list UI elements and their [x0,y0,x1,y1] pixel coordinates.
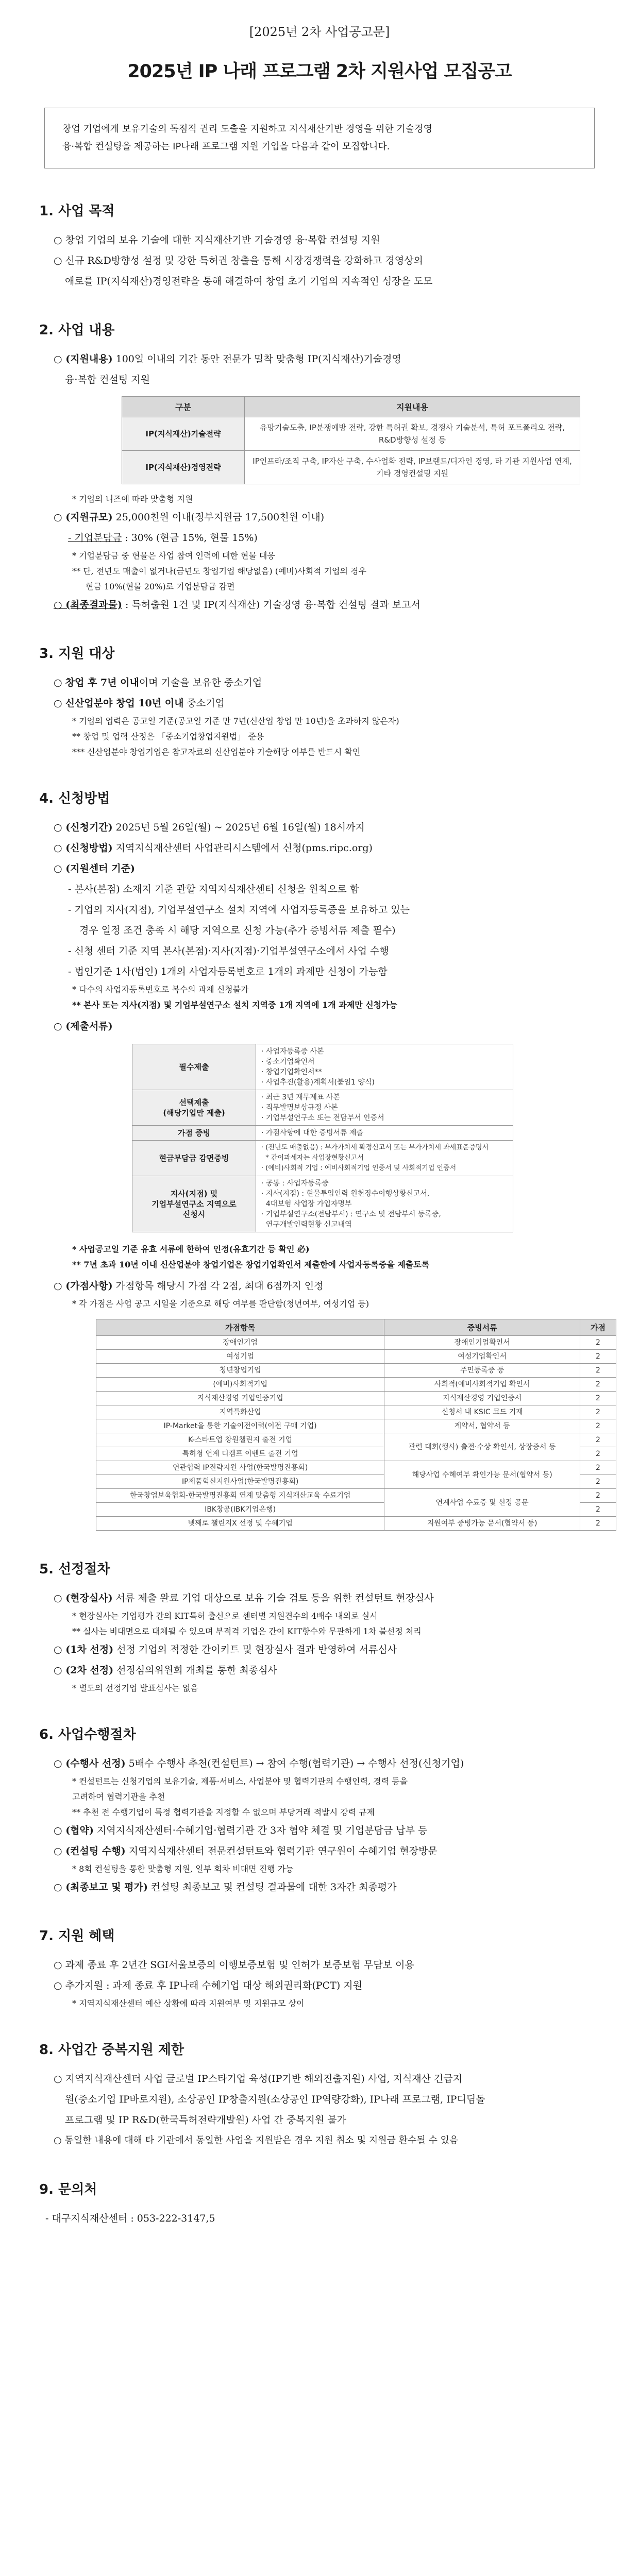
section-restriction [39,2039,600,2151]
consulting [49,1841,600,1861]
text: 서류 제출 완료 기업 대상으로 보유 기술 검토 등을 위한 컨설턴트 현장실사 [112,1592,434,1604]
table-cell: 여성기업 [96,1350,384,1364]
table-cell: 주민등록증 등 [384,1364,580,1378]
table-cell: IBK창공(IBK기업은행) [96,1503,384,1517]
header-label: [2025년 2차 사업공고문] [249,25,390,39]
table-cell: IP(지식재산)경영전략 [122,451,245,484]
table-row [96,1517,616,1531]
target-note: ** 창업 및 업력 산정은 「중소기업창업지원법」 준용 [72,732,264,741]
doc-line: 4대보험 사업장 가입자명부 [261,1200,352,1208]
bonus-points [49,1276,600,1296]
table-row [96,1433,616,1447]
bullet: ○ [54,698,65,709]
final-report [49,1877,600,1897]
doc-line: · (전년도 매출없음) : 부가가치세 확정신고서 또는 부가가치세 과세표준증명서 [261,1144,489,1151]
support-content [49,349,600,369]
label: - 기업분담금 [68,532,122,544]
text: 중소기업 [183,698,225,709]
table-cell: 가점 증빙 [132,1126,256,1141]
target-item [49,672,600,693]
table-cell: 2 [580,1503,616,1517]
table-row [132,1044,513,1090]
section-procedure [39,1724,600,1897]
criteria-item: 경우 일정 조건 충족 시 해당 지역으로 신청 가능(추가 증빙서류 제출 필수) [79,925,396,936]
table-cell: 관련 대회(행사) 출전·수상 확인서, 상장증서 등 [384,1433,580,1461]
benefit-item: ○ 과제 종료 후 2년간 SGI서울보증의 이행보증보험 및 인허가 보증보험 무담보 이용 [54,1959,414,1971]
table-cell: 2 [580,1350,616,1364]
docs-note: * 사업공고일 기준 유효 서류에 한하여 인정(유효기간 등 확인 必) [72,1244,310,1254]
vendor-selection [49,1753,600,1774]
intro-line: 융·복합 컨설팅을 제공하는 IP나래 프로그램 지원 기업을 다음과 같이 모집합니다. [62,141,390,152]
restriction-item: ○ 지역지식재산센터 사업 글로벌 IP스타기업 육성(IP기반 해외진출지원) 사업, 지식재산 긴급지 [54,2073,463,2084]
match-note: ** 추천 전 수행기업이 특정 협력기관을 지정할 수 없으며 부당거래 적발시 강력 규제 [72,1807,375,1817]
target-item [49,693,600,714]
section-content [39,319,600,615]
label: ○ (컨설팅 수행) [54,1845,126,1857]
bonus-note: * 각 가점은 사업 공고 시일을 기준으로 해당 여부를 판단함(청년여부, 여성기업 등) [72,1299,369,1309]
restriction-item: ○ 동일한 내용에 대해 타 기관에서 동일한 사업을 지원받은 경우 지원 취소 및 지원금 환수될 수 있음 [54,2135,459,2146]
restriction-item-cont: 원(중소기업 IP바로지원), 소상공인 IP창출지원(소상공인 IP역량강화), IP나래 프로그램, IP디딤돌 [65,2094,485,2105]
emphasis: 창업 후 7년 이내 [65,677,139,688]
table-row [132,1176,513,1232]
doc-line: · 직무발명보상규정 사본 [261,1104,338,1112]
purpose-item: ○ 창업 기업의 보유 기술에 대한 지식재산기반 기술경영 융·복합 컨설팅 지원 [54,234,380,246]
text: 지역지식재산센터 전문컨설턴트와 협력기관 연구원이 수혜기업 현장방문 [125,1845,438,1857]
label: ○ (지원내용) [54,353,113,365]
intro-line: 창업 기업에게 보유기술의 독점적 권리 도출을 지원하고 지식재산기반 경영을 위한 기술경영 [62,124,432,134]
label: ○ (신청기간) [54,822,113,833]
text: : 30% (현금 15%, 현물 15%) [122,532,258,544]
table-cell: IP(지식재산)기술전략 [122,417,245,451]
review-note: ** 실사는 비대면으로 대체될 수 있으며 부적격 기업은 간이 KIT항수와 무관하게 1차 불선정 처리 [72,1626,422,1636]
table-cell: 필수제출 [132,1044,256,1090]
text: : 특허출원 1건 및 IP(지식재산) 기술경영 융·복합 컨설팅 결과 보고서 [122,599,421,611]
doc-line: · 사업자등록증 사본 [261,1047,324,1056]
purpose-item: ○ 신규 R&D방향성 설정 및 강한 특허권 창출을 통해 시장경쟁력을 강화하고 경영상의 [54,255,423,266]
table-cell: 유망기술도출, IP분쟁예방 전략, 강한 특허권 확보, 경쟁사 기술분석, 특허 포트폴리오 전략, R&D방향성 설정 등 [245,417,580,451]
section-title: 7. 지원 혜택 [39,1928,115,1944]
table-cell: 현금부담금 감면증빙 [132,1141,256,1176]
table-cell: IP제품혁신지원사업(한국발명진흥회) [96,1475,384,1489]
label: ○ (지원센터 기준) [54,863,135,874]
docs-table [132,1044,513,1232]
table-cell: (예비)사회적기업 [96,1378,384,1392]
company-share [68,528,600,548]
text: 5배수 수행사 추천(컨설턴트) → 참여 수행(협력기관) → 수행사 선정(신청기업) [125,1758,464,1769]
text: 이며 기술을 보유한 중소기업 [139,677,262,688]
section-title: 9. 문의처 [39,2182,97,2197]
table-cell: 특허청 연계 디캠프 이벤트 출전 기업 [96,1447,384,1461]
table-row [122,417,580,451]
table-row [132,1090,513,1126]
text: 선정심의위원회 개최를 통한 최종심사 [113,1665,277,1676]
table-cell: 선택제출 (해당기업만 제출) [132,1090,256,1126]
table-cell: 2 [580,1336,616,1350]
table-cell [256,1090,513,1126]
section-title: 5. 선정절차 [39,1562,110,1577]
table-row [96,1419,616,1433]
section-title: 8. 사업간 중복지원 제한 [39,2042,184,2058]
doc-line: · 창업기업확인서** [261,1068,322,1076]
text: 가점항목 해당시 가점 각 2점, 최대 6점까지 인정 [112,1280,324,1292]
table-row [96,1489,616,1503]
label: ○ (가점사항) [54,1280,113,1292]
table-row [96,1350,616,1364]
doc-line: · 기업부설연구소 또는 전담부서 인증서 [261,1114,384,1122]
target-note: * 기업의 업력은 공고일 기준(공고일 기준 만 7년(신산업 창업 만 10년)을 초과하지 않은자) [72,716,399,726]
selection-note: * 별도의 선정기업 발표심사는 없음 [72,1683,198,1693]
table-row [96,1336,616,1350]
agreement [49,1820,600,1841]
table-cell: 2 [580,1447,616,1461]
section-purpose [39,200,600,292]
section-title: 2. 사업 내용 [39,323,115,338]
label: ○ (2차 선정) [54,1665,114,1676]
table-cell [256,1141,513,1176]
submit-docs [49,1016,600,1037]
criteria-item: - 본사(본점) 소재지 기준 관할 지역지식재산센터 신청을 원칙으로 함 [68,884,360,895]
section-title: 6. 사업수행절차 [39,1727,136,1742]
table-cell: 2 [580,1419,616,1433]
doc-line: · 지사(지점) : 현물투입인력 원천징수이행상황신고서, [261,1190,430,1198]
label: ○ (최종결과물) [54,599,122,611]
label: ○ (현장실사) [54,1592,113,1604]
text: 2025년 5월 26일(월) ~ 2025년 6월 16일(월) 18시까지 [112,822,365,833]
apply-method [49,838,600,858]
bullet: ○ [54,677,65,688]
table-cell: 지식재산경영 기업인증기업 [96,1392,384,1405]
final-result [49,595,600,615]
table-cell [256,1126,513,1141]
section-application [39,788,606,1531]
support-table [122,396,580,484]
second-selection [49,1660,600,1681]
criteria-item: - 신청 센터 기준 지역 본사(본점)·지사(지점)·기업부설연구소에서 사업 수행 [68,945,389,957]
intro-box [44,108,595,168]
docs-note: ** 7년 초과 10년 이내 신산업분야 창업기업은 창업기업확인서 제출한에 사업자등록증을 제출토록 [72,1260,430,1269]
text: 25,000천원 이내(정부지원금 17,500천원 이내) [112,512,325,523]
table-row [132,1141,513,1176]
benefit-note: * 지역지식재산센터 예산 상황에 따라 지원여부 및 지원규모 상이 [72,1998,305,2008]
doc-line: · 사업추진(활용)계획서(붙임1 양식) [261,1078,375,1087]
label: ○ (신청방법) [54,842,113,854]
text: 지역지식재산센터·수혜기업·협력기관 간 3자 협약 체결 및 기업분담금 납부 등 [93,1825,428,1836]
table-cell: 2 [580,1489,616,1503]
support-scale [49,507,600,528]
table-cell: 장애인기업확인서 [384,1336,580,1350]
table-cell: K-스타트업 창원챌린지 출전 기업 [96,1433,384,1447]
table-cell: 2 [580,1405,616,1419]
table-cell: 2 [580,1392,616,1405]
match-note: 고려하여 협력기관을 추천 [72,1792,165,1802]
section-title: 1. 사업 목적 [39,204,115,219]
table-header: 지원내용 [245,397,580,417]
section-benefits [39,1925,600,2011]
label: ○ (수행사 선정) [54,1758,126,1769]
label: ○ (협약) [54,1825,94,1836]
share-note: 현금 10%(현물 20%)로 기업분담금 감면 [86,582,235,591]
table-cell: 신청서 내 KSIC 코드 기재 [384,1405,580,1419]
doc-line: · (예비)사회적 기업 : 예비사회적기업 인증서 및 사회적기업 인증서 [261,1164,457,1172]
table-cell [256,1176,513,1232]
doc-line: · 최근 3년 재무제표 사본 [261,1093,340,1101]
doc-line: · 가점사항에 대한 증빙서류 제출 [261,1129,364,1137]
share-note: ** 단, 전년도 매출이 없거나(금년도 창업기업 해당없음) (예비)사회적 기업의 경우 [72,566,366,576]
onsite-review [49,1588,600,1608]
table-header: 가점항목 [96,1319,384,1336]
table-note: * 기업의 니즈에 따라 맞춤형 지원 [72,494,193,504]
table-cell: 장애인기업 [96,1336,384,1350]
consult-note: * 8회 컨설팅을 통한 맞춤형 지원, 일부 회차 비대면 진행 가능 [72,1864,294,1874]
section-title: 4. 신청방법 [39,791,110,806]
section-contact [39,2179,600,2229]
table-cell: IP인프라/조직 구축, IP자산 구축, 수사업화 전략, IP브랜드/디자인 경영, 타 기관 지원사업 연계, 기타 경영컨설팅 지원 [245,451,580,484]
support-content-cont: 융·복합 컨설팅 지원 [65,374,150,385]
table-cell: 한국창업보육협회-한국발명진흥회 연계 맞춤형 지식재산교육 수료기업 [96,1489,384,1503]
table-cell: 넷째로 챌린지X 선정 및 수혜기업 [96,1517,384,1531]
section-target [39,643,600,760]
review-note: * 현장실사는 기업평가 간의 KIT특허 출신으로 센터별 지원견수의 4배수 내외로 실시 [72,1611,378,1621]
table-cell: 2 [580,1378,616,1392]
table-row [96,1461,616,1475]
label: ○ (최종보고 및 평가) [54,1882,148,1893]
table-cell: 계약서, 협약서 등 [384,1419,580,1433]
table-cell: 2 [580,1475,616,1489]
table-cell: 연계사업 수료증 및 선정 공문 [384,1489,580,1517]
table-cell: 해당사업 수혜여부 확인가능 문서(협약서 등) [384,1461,580,1489]
table-cell: 여성기업확인서 [384,1350,580,1364]
center-criteria [49,858,600,879]
section-selection [39,1558,600,1696]
table-cell: 연관협력 IP전략지원 사업(한국발명진흥회) [96,1461,384,1475]
target-note: *** 신산업분야 창업기업은 참고자료의 신산업분야 기술해당 여부를 반드시 확인 [72,747,361,757]
criteria-item: - 법인기준 1사(법인) 1개의 사업자등록번호로 1개의 과제만 신청이 가능함 [68,966,388,977]
table-cell: IP-Market을 통한 기술이전이력(이전 구매 기업) [96,1419,384,1433]
table-cell: 지식재산경영 기업인증서 [384,1392,580,1405]
restriction-item-cont: 프로그램 및 IP R&D(한국특허전략개발원) 사업 간 중복지원 불가 [65,2114,346,2126]
table-cell: 청년창업기업 [96,1364,384,1378]
section-title: 3. 지원 대상 [39,646,115,662]
table-row [96,1378,616,1392]
criteria-note: ** 본사 또는 지사(지점) 및 기업부설연구소 설치 지역중 1개 지역에 1개 과제만 신청가능 [72,1000,398,1010]
table-row [96,1405,616,1419]
text: 컨설팅 최종보고 및 컨설팅 결과물에 대한 3자간 최종평가 [147,1882,397,1893]
text: 지역지식재산센터 사업관리시스템에서 신청(pms.ripc.org) [112,842,373,854]
table-cell: 2 [580,1433,616,1447]
table-row [132,1126,513,1141]
table-header: 가점 [580,1319,616,1336]
text: 선정 기업의 적정한 간이키트 및 현장실사 결과 반영하여 서류심사 [113,1644,397,1655]
doc-line: 연구개발인력현황 신고내역 [261,1221,352,1229]
page-title: 2025년 IP 나래 프로그램 2차 지원사업 모집공고 [127,61,512,82]
benefit-item: ○ 추가지원 : 과제 종료 후 IP나래 수혜기업 대상 해외권리화(PCT) 지원 [54,1980,362,1991]
bonus-table [96,1319,616,1531]
apply-period [49,817,600,838]
purpose-item-cont: 애로를 IP(지식재산)경영전략을 통해 해결하여 창업 초기 기업의 지속적인 성장을 도모 [65,276,433,287]
doc-line: · 공통 : 사업자등록증 [261,1179,329,1188]
first-selection [49,1639,600,1660]
doc-line: · 중소기업확인서 [261,1058,315,1066]
contact-info: - 대구지식재산센터 : 053-222-3147,5 [45,2213,215,2224]
table-cell: 지역특화산업 [96,1405,384,1419]
table-row [96,1364,616,1378]
emphasis: 신산업분야 창업 10년 이내 [65,698,184,709]
table-header: 증빙서류 [384,1319,580,1336]
table-row [96,1392,616,1405]
criteria-note: * 다수의 사업자등록번호로 복수의 과제 신청불가 [72,985,249,994]
doc-line: · 기업부설연구소(전담부서) : 연구소 및 전담부서 등록증, [261,1210,441,1218]
table-cell: 2 [580,1364,616,1378]
table-row [122,451,580,484]
doc-line: * 간이과세자는 사업장현황신고서 [261,1154,364,1162]
share-note: * 기업분담금 중 현물은 사업 참여 인력에 대한 현물 대응 [72,551,275,561]
table-cell [256,1044,513,1090]
text: 100일 이내의 기간 동안 전문가 밀착 맞춤형 IP(지식재산)기술경영 [112,353,401,365]
table-cell: 2 [580,1461,616,1475]
label: ○ (1차 선정) [54,1644,114,1655]
table-header: 구분 [122,397,245,417]
label: ○ (지원규모) [54,512,113,523]
label: ○ (제출서류) [54,1021,113,1032]
table-cell: 사회적(예비사회적기업 확인서 [384,1378,580,1392]
table-cell: 지사(지점) 및 기업부설연구소 지역으로 신청시 [132,1176,256,1232]
match-note: * 컨설턴트는 신청기업의 보유기술, 제품·서비스, 사업분야 및 협력기관의 수행인력, 경력 등을 [72,1776,408,1786]
table-cell: 2 [580,1517,616,1531]
table-cell: 지원여부 증빙가능 문서(협약서 등) [384,1517,580,1531]
criteria-item: - 기업의 지사(지점), 기업부설연구소 설치 지역에 사업자등록증을 보유하고 있는 [68,904,410,916]
